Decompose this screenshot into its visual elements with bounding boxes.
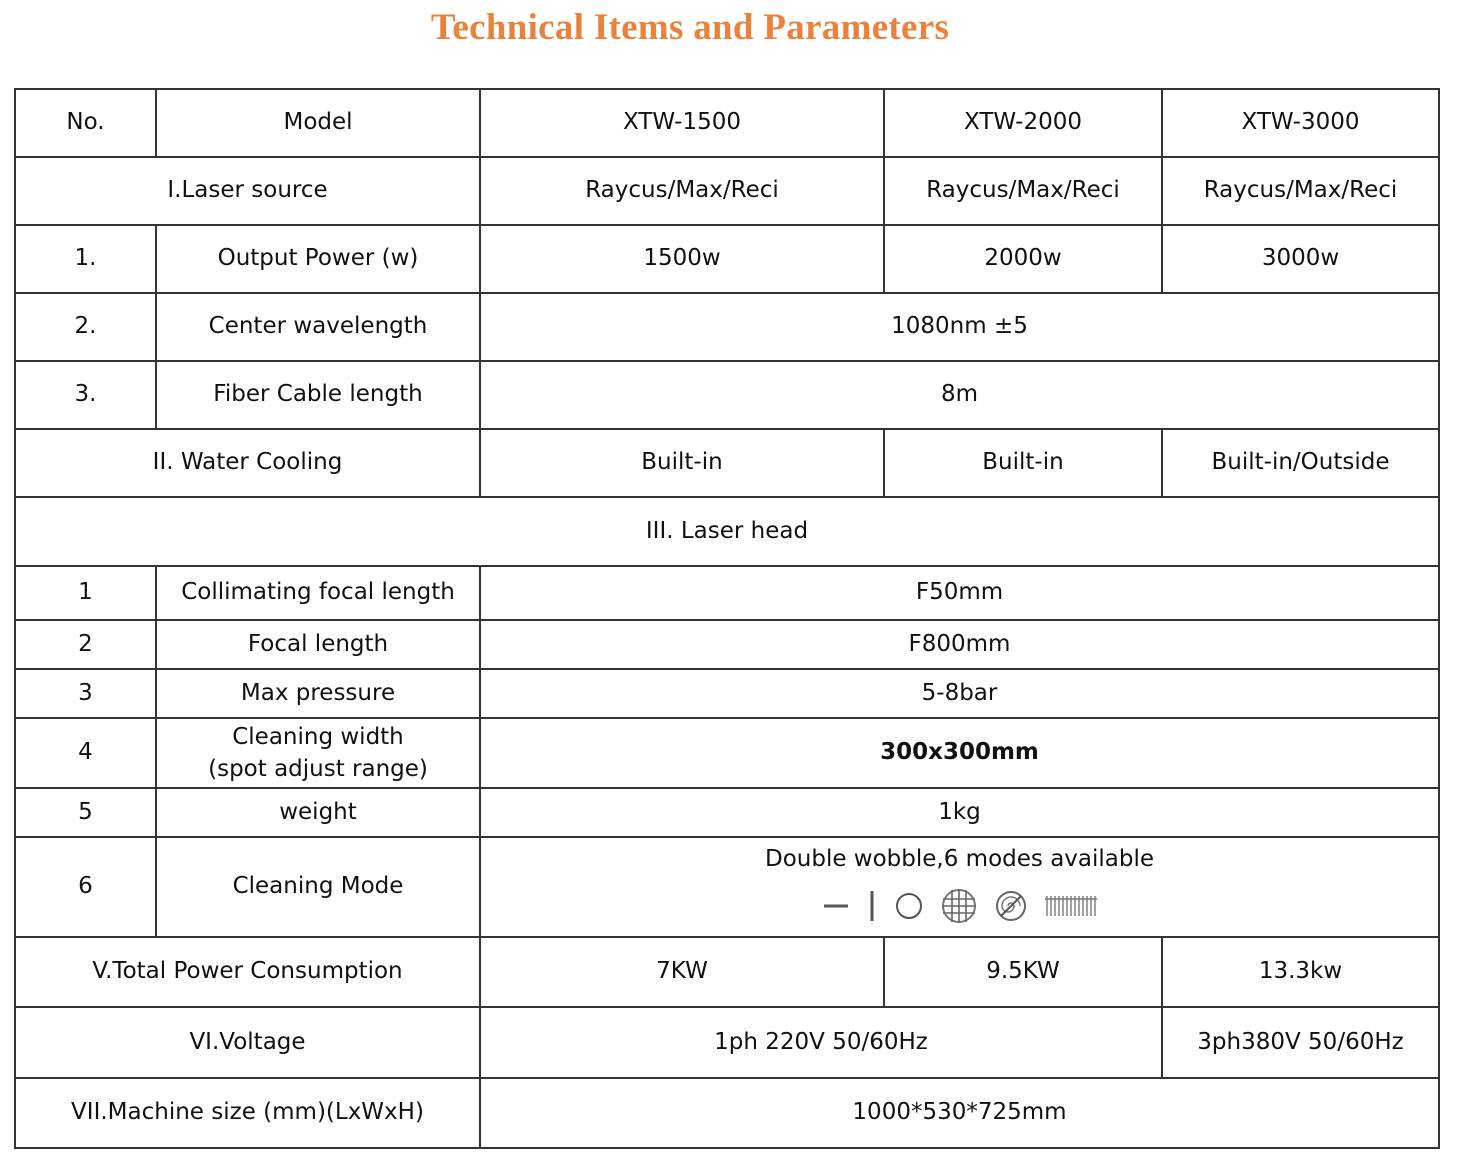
table-row bbox=[15, 837, 1439, 937]
table-row bbox=[15, 157, 1439, 225]
row-label: Center wavelength bbox=[156, 293, 480, 361]
cell-value: 300x300mm bbox=[480, 718, 1439, 788]
section-label: VII.Machine size (mm)(LxWxH) bbox=[15, 1078, 480, 1148]
row-label: Output Power (w) bbox=[156, 225, 480, 293]
table-row bbox=[15, 566, 1439, 620]
table-row bbox=[15, 497, 1439, 566]
row-label bbox=[156, 718, 480, 788]
section-label: VI.Voltage bbox=[15, 1007, 480, 1078]
row-number: 1. bbox=[15, 225, 156, 293]
cell-value: 5-8bar bbox=[480, 669, 1439, 718]
cell-value: 2000w bbox=[884, 225, 1162, 293]
cell-value: Raycus/Max/Reci bbox=[480, 157, 884, 225]
row-label-line: Cleaning width bbox=[232, 723, 404, 750]
header-model-xtw-1500: XTW-1500 bbox=[480, 89, 884, 157]
cell-value: Raycus/Max/Reci bbox=[884, 157, 1162, 225]
section-label: I.Laser source bbox=[15, 157, 480, 225]
row-label: Max pressure bbox=[156, 669, 480, 718]
table-row bbox=[15, 669, 1439, 718]
cell-value: Built-in bbox=[884, 429, 1162, 497]
row-label: Focal length bbox=[156, 620, 480, 669]
header-model-xtw-3000: XTW-3000 bbox=[1162, 89, 1439, 157]
row-label: Collimating focal length bbox=[156, 566, 480, 620]
cleaning-mode-cell bbox=[480, 837, 1439, 937]
table-row bbox=[15, 89, 1439, 157]
table-row bbox=[15, 788, 1439, 837]
spiral-icon bbox=[993, 888, 1029, 924]
row-number: 3 bbox=[15, 669, 156, 718]
spec-table bbox=[14, 88, 1440, 1149]
mode-icons bbox=[821, 886, 1099, 926]
table-row bbox=[15, 620, 1439, 669]
row-number: 2 bbox=[15, 620, 156, 669]
cell-value: 13.3kw bbox=[1162, 937, 1439, 1007]
cell-value: 1kg bbox=[480, 788, 1439, 837]
cell-value: 1ph 220V 50/60Hz bbox=[480, 1007, 1162, 1078]
section-label: II. Water Cooling bbox=[15, 429, 480, 497]
table-row bbox=[15, 429, 1439, 497]
cell-value: Raycus/Max/Reci bbox=[1162, 157, 1439, 225]
section-label: V.Total Power Consumption bbox=[15, 937, 480, 1007]
row-number: 2. bbox=[15, 293, 156, 361]
table-row bbox=[15, 225, 1439, 293]
row-number: 1 bbox=[15, 566, 156, 620]
cell-value: Built-in/Outside bbox=[1162, 429, 1439, 497]
cell-value: 1500w bbox=[480, 225, 884, 293]
table-row bbox=[15, 718, 1439, 788]
header-model: Model bbox=[156, 89, 480, 157]
grid-circle-icon bbox=[939, 886, 979, 926]
dense-lines-icon bbox=[1043, 891, 1099, 921]
row-number: 3. bbox=[15, 361, 156, 429]
row-number: 5 bbox=[15, 788, 156, 837]
row-label: Cleaning Mode bbox=[156, 837, 480, 937]
cell-value: 7KW bbox=[480, 937, 884, 1007]
row-label: Fiber Cable length bbox=[156, 361, 480, 429]
cell-value: Built-in bbox=[480, 429, 884, 497]
cell-value: Double wobble,6 modes available bbox=[764, 845, 1155, 872]
table-row bbox=[15, 293, 1439, 361]
cell-value: 3ph380V 50/60Hz bbox=[1162, 1007, 1439, 1078]
cell-value: F800mm bbox=[480, 620, 1439, 669]
row-number: 4 bbox=[15, 718, 156, 788]
table-row bbox=[15, 1007, 1439, 1078]
row-number: 6 bbox=[15, 837, 156, 937]
horizontal-line-icon bbox=[821, 891, 851, 921]
section-label: III. Laser head bbox=[15, 497, 1439, 566]
table-row bbox=[15, 1078, 1439, 1148]
row-label: weight bbox=[156, 788, 480, 837]
cell-value: 3000w bbox=[1162, 225, 1439, 293]
header-model-xtw-2000: XTW-2000 bbox=[884, 89, 1162, 157]
cell-value: 1080nm ±5 bbox=[480, 293, 1439, 361]
page-title: Technical Items and Parameters bbox=[430, 7, 950, 48]
table-row bbox=[15, 361, 1439, 429]
header-no: No. bbox=[15, 89, 156, 157]
row-label-line: (spot adjust range) bbox=[208, 756, 428, 782]
table-row bbox=[15, 937, 1439, 1007]
vertical-line-icon bbox=[865, 889, 879, 923]
cell-value: 1000*530*725mm bbox=[480, 1078, 1439, 1148]
cell-value: 9.5KW bbox=[884, 937, 1162, 1007]
cell-value: F50mm bbox=[480, 566, 1439, 620]
circle-icon bbox=[893, 890, 925, 922]
cell-value: 8m bbox=[480, 361, 1439, 429]
